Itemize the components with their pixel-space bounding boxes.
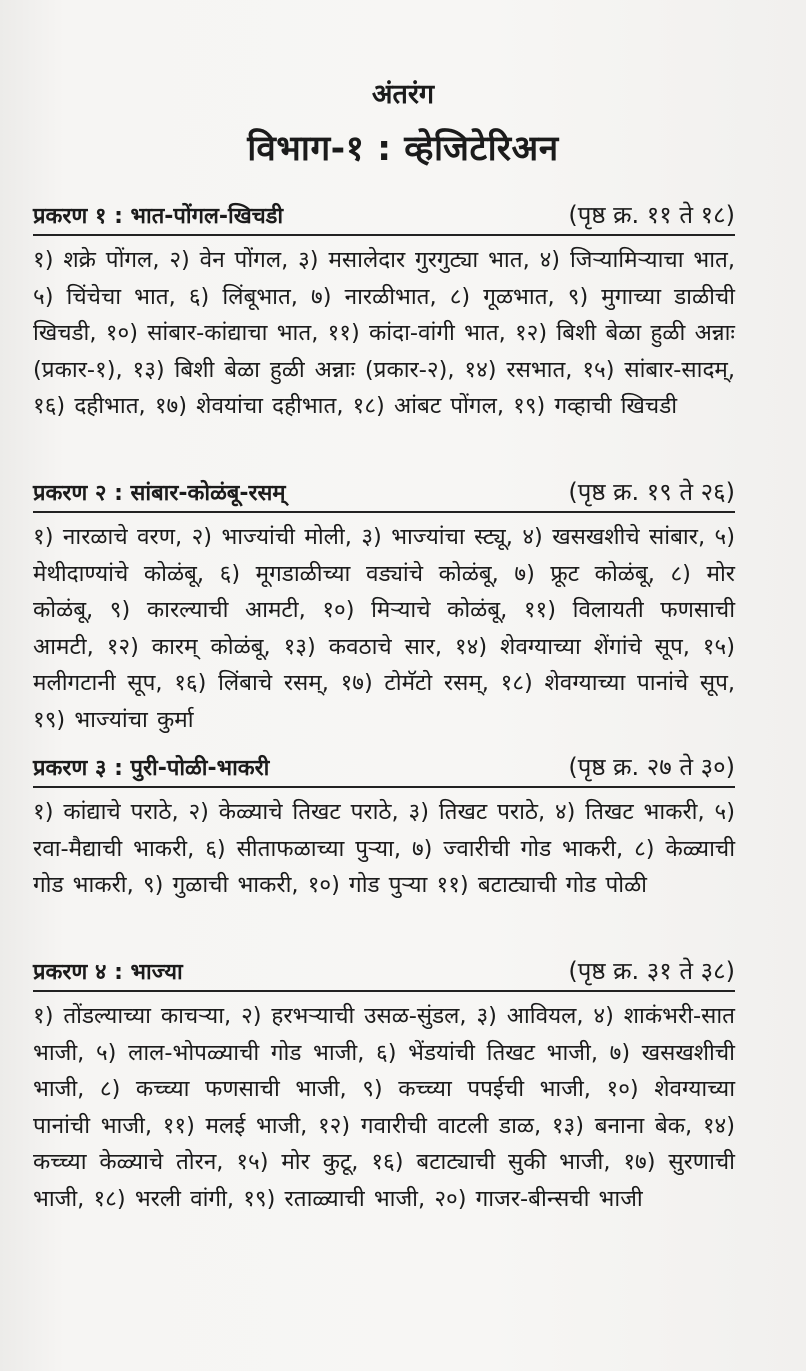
recipe-entry: १८) भरली वांगी, (93, 1185, 235, 1212)
recipe-entry: ८) केळ्याची गोड भाकरी, (33, 835, 736, 898)
recipe-entry: ५) रवा-मैद्याची भाकरी, (33, 799, 736, 862)
chapter-heading (33, 954, 735, 992)
recipe-entry: १२) गवारीची वाटली डाळ, (317, 1112, 542, 1139)
recipe-entry: २) वेन पोंगल, (169, 247, 289, 273)
recipe-entry: १०) सांबार-कांद्याचा भात, (105, 320, 319, 346)
recipe-entry: १६) बटाट्याची सुकी भाजी, (371, 1149, 611, 1175)
recipe-entry: १३) बनाना बेक, (551, 1112, 693, 1139)
chapter-title: प्रकरण ३ : पुरी-पोळी-भाकरी (33, 756, 270, 781)
recipe-entry: १५) मोर कुटू, (236, 1149, 359, 1175)
recipe-entry: १२) बिशी बेळा हुळी अन्नाः (प्रकार-१), (33, 320, 735, 383)
recipe-entry: १५) मलीगटानी सूप, (33, 633, 735, 696)
recipe-entry: ४) शाकंभरी-सात भाजी, (33, 1003, 735, 1066)
chapter-items (33, 519, 735, 738)
recipe-entry: १९) भाज्यांचा कुर्मा (33, 706, 194, 733)
recipe-entry: ६) लिंबूभात, (188, 283, 298, 310)
recipe-entry: २) केळ्याचे तिखट पराठे, (188, 799, 399, 825)
recipe-entry: ५) चिंचेचा भात, (33, 283, 176, 310)
recipe-entry: २०) गाजर-बीन्सची भाजी (434, 1185, 643, 1212)
chapter-title: प्रकरण ४ : भाज्या (33, 960, 183, 985)
recipe-entry: ३) मसालेदार गुरगुट्या भात, (298, 247, 530, 273)
recipe-entry: १७) टोमॅटो रसम्, (340, 670, 489, 696)
recipe-entry: १) तोंडल्याच्या काचऱ्या, (33, 1003, 232, 1029)
chapter-items (33, 794, 735, 904)
recipe-entry: ३) आवियल, (476, 1003, 584, 1029)
recipe-entry: ५) लाल-भोपळ्याची गोड भाजी, (95, 1039, 365, 1066)
recipe-entry: ७) नारळीभात, (311, 283, 437, 310)
recipe-entry: ७) फ्रूट कोळंबू, (514, 560, 655, 587)
recipe-entry: ११) कांदा-वांगी भात, (327, 320, 506, 346)
chapter-4-section (33, 954, 735, 1217)
recipe-entry: १८) आंबट पोंगल, (352, 393, 504, 419)
recipe-entry: १०) मिऱ्याचे कोळंबू, (322, 597, 508, 623)
recipe-entry: १३) कवठाचे सार, (283, 633, 442, 660)
chapter-page-range: (पृष्ठ क्र. ११ ते १८) (568, 201, 735, 229)
recipe-entry: ७) ज्वारीची गोड भाकरी, (411, 835, 624, 862)
recipe-entry: २) भाज्यांची मोली, (191, 524, 352, 550)
recipe-entry: २) हरभऱ्याची उसळ-सुंडल, (241, 1003, 467, 1029)
recipe-entry: ७) खसखशीची भाजी, (33, 1039, 736, 1102)
recipe-entry: ८) गूळभात, (449, 283, 555, 310)
recipe-entry: १०) गोड पुऱ्या (307, 872, 428, 898)
recipe-entry: १७) शेवयांचा दहीभात, (154, 393, 344, 419)
recipe-entry: १) शक्रे पोंगल, (33, 247, 160, 273)
recipe-entry: १४) रसभात, (464, 356, 573, 383)
recipe-entry: १०) शेवग्याच्या पानांची भाजी, (33, 1076, 736, 1139)
recipe-entry: ९) गुळाची भाकरी, (142, 872, 299, 898)
recipe-entry: ९) कच्च्या पपईची भाजी, (362, 1076, 591, 1102)
recipe-entry: १४) कच्च्या केळ्याचे तोरन, (33, 1112, 735, 1175)
recipe-entry: १९) रताळ्याची भाजी, (243, 1185, 426, 1212)
chapter-heading (33, 475, 735, 513)
chapter-page-range: (पृष्ठ क्र. १९ ते २६) (568, 478, 735, 506)
recipe-entry: ४) तिखट भाकरी, (554, 799, 705, 825)
recipe-entry: १८) शेवग्याच्या पानांचे सूप, (500, 670, 736, 696)
chapter-items (33, 242, 735, 425)
recipe-entry: ९) मुगाच्या डाळीची खिचडी, (33, 283, 736, 346)
recipe-entry: ५) मेथीदाण्यांचे कोळंबू, (33, 524, 736, 587)
recipe-entry: १) कांद्याचे पराठे, (33, 799, 179, 825)
chapter-title: प्रकरण २ : सांबार-कोळंबू-रसम् (33, 481, 286, 506)
chapter-heading (33, 198, 735, 236)
recipe-entry: १६) दहीभात, (33, 393, 146, 419)
chapter-1-section (33, 198, 735, 425)
recipe-entry: ९) कारल्याची आमटी, (109, 597, 306, 623)
recipe-entry: ११) बटाट्याची गोड पोळी (436, 872, 647, 898)
recipe-entry: ११) विलायती फणसाची आमटी, (33, 597, 736, 660)
recipe-entry: ३) भाज्यांचा स्ट्यू, (361, 524, 513, 550)
chapter-3-section (33, 750, 735, 904)
recipe-entry: ६) भेंडयांची तिखट भाजी, (376, 1039, 598, 1066)
contents-label: अंतरंग (371, 79, 435, 110)
recipe-entry: १९) गव्हाची खिचडी (513, 393, 678, 419)
recipe-entry: ६) सीताफळाच्या पुऱ्या, (205, 835, 402, 862)
recipe-entry: १३) बिशी बेळा हुळी अन्नाः (प्रकार-२), (132, 356, 455, 383)
recipe-entry: १५) सांबार-सादम्, (582, 356, 735, 383)
chapter-2-section (33, 475, 735, 738)
chapter-items (33, 998, 735, 1217)
chapter-heading (33, 750, 735, 788)
recipe-entry: ८) कच्च्या फणसाची भाजी, (99, 1076, 347, 1102)
recipe-entry: १७) सुरणाची भाजी, (33, 1149, 736, 1212)
recipe-entry: १६) लिंबाचे रसम्, (174, 670, 329, 696)
recipe-entry: ३) तिखट पराठे, (408, 799, 546, 825)
part-title: विभाग-१ : व्हेजिटेरिअन (247, 129, 559, 169)
recipe-entry: ४) खसखशीचे सांबार, (522, 524, 706, 550)
recipe-entry: ६) मूगडाळीच्या वड्यांचे कोळंबू, (219, 560, 499, 587)
chapter-page-range: (पृष्ठ क्र. २७ ते ३०) (568, 753, 735, 781)
recipe-entry: ४) जिऱ्यामिऱ्याचा भात, (539, 247, 736, 273)
chapter-page-range: (पृष्ठ क्र. ३१ ते ३८) (568, 957, 735, 985)
recipe-entry: १४) शेवग्याच्या शेंगांचे सूप, (454, 633, 690, 660)
recipe-entry: १) नारळाचे वरण, (33, 524, 183, 550)
chapter-title: प्रकरण १ : भात-पोंगल-खिचडी (33, 204, 284, 229)
recipe-entry: ११) मलई भाजी, (162, 1112, 308, 1139)
recipe-entry: ८) मोर कोळंबू, (33, 560, 736, 623)
recipe-entry: १२) कारम् कोळंबू, (106, 633, 271, 660)
